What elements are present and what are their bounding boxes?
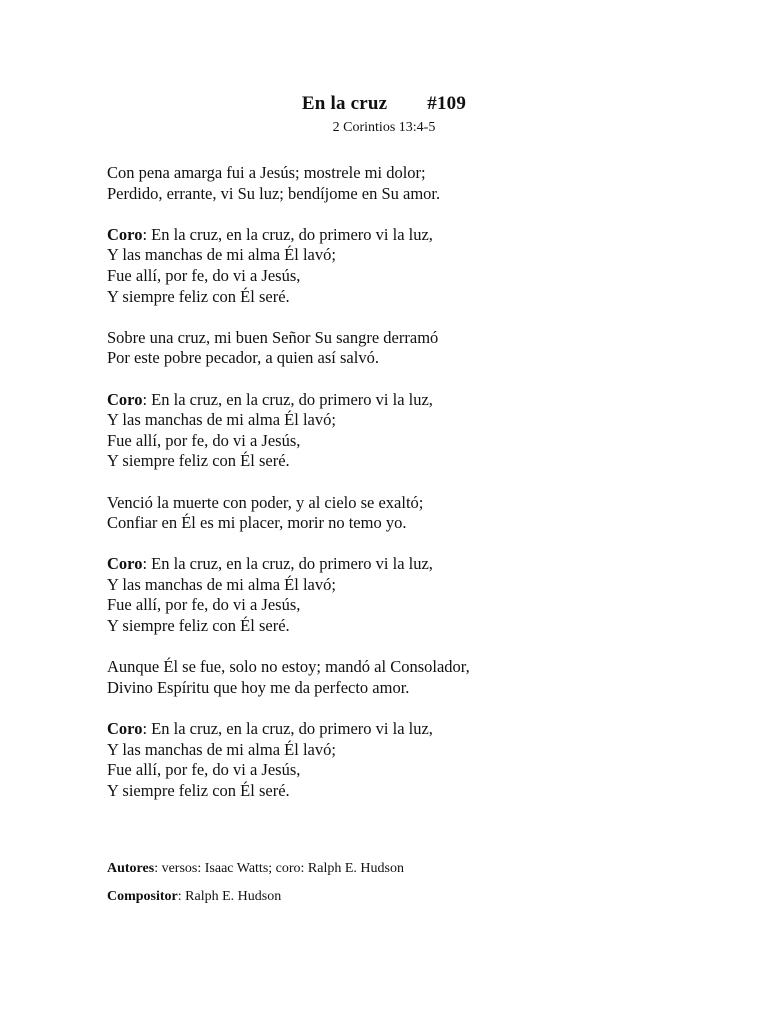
chorus-3 xyxy=(107,554,707,636)
chorus-label: Coro xyxy=(107,554,143,574)
verse-line: Por este pobre pecador, a quien así salvó. xyxy=(107,348,379,368)
composer-label: Compositor xyxy=(107,889,178,904)
scripture-reference: 2 Corintios 13:4-5 xyxy=(332,120,436,135)
verse-3 xyxy=(107,493,707,534)
chorus-line: Fue allí, por fe, do vi a Jesús, xyxy=(107,760,301,780)
authors-value: : versos: Isaac Watts; coro: Ralph E. Hudson xyxy=(154,861,404,876)
verse-line: Perdido, errante, vi Su luz; bendíjome en Su amor. xyxy=(107,183,441,203)
chorus-label: Coro xyxy=(107,224,143,244)
chorus-first-line: : En la cruz, en la cruz, do primero vi la luz, xyxy=(142,389,433,409)
chorus-first-line: : En la cruz, en la cruz, do primero vi la luz, xyxy=(142,719,433,739)
verse-line: Sobre una cruz, mi buen Señor Su sangre derramó xyxy=(107,327,439,347)
chorus-line: Y siempre feliz con Él seré. xyxy=(107,780,290,800)
verse-1 xyxy=(107,163,707,204)
chorus-first-line: : En la cruz, en la cruz, do primero vi la luz, xyxy=(142,224,433,244)
chorus-line xyxy=(107,554,707,575)
authors-credit xyxy=(107,859,404,878)
credits xyxy=(107,859,404,915)
verse-line: Con pena amarga fui a Jesús; mostrele mi dolor; xyxy=(107,163,426,182)
hymn-body xyxy=(107,163,707,822)
hymn-title-text: En la cruz xyxy=(301,93,388,114)
verse-line: Venció la muerte con poder, y al cielo se exaltó; xyxy=(107,492,424,512)
chorus-line: Fue allí, por fe, do vi a Jesús, xyxy=(107,595,301,615)
chorus-label: Coro xyxy=(107,719,143,739)
verse-2 xyxy=(107,328,707,369)
chorus-line xyxy=(107,225,707,246)
verse-line: Aunque Él se fue, solo no estoy; mandó al Consolador, xyxy=(107,657,470,677)
verse-line: Divino Espíritu que hoy me da perfecto amor. xyxy=(107,677,410,697)
chorus-line: Y siempre feliz con Él seré. xyxy=(107,451,290,471)
chorus-line: Y las manchas de mi alma Él lavó; xyxy=(107,245,336,265)
chorus-line xyxy=(107,390,707,411)
chorus-line: Y siempre feliz con Él seré. xyxy=(107,286,290,306)
hymn-title xyxy=(0,93,768,115)
chorus-4 xyxy=(107,719,707,801)
chorus-1 xyxy=(107,225,707,307)
verse-4 xyxy=(107,657,707,698)
composer-credit xyxy=(107,887,404,906)
chorus-label: Coro xyxy=(107,389,143,409)
chorus-line: Fue allí, por fe, do vi a Jesús, xyxy=(107,265,301,285)
chorus-line: Y siempre feliz con Él seré. xyxy=(107,616,290,636)
authors-label: Autores xyxy=(107,861,155,876)
hymn-number: #109 xyxy=(427,93,467,114)
chorus-line: Y las manchas de mi alma Él lavó; xyxy=(107,739,336,759)
chorus-line: Y las manchas de mi alma Él lavó; xyxy=(107,410,336,430)
composer-value: : Ralph E. Hudson xyxy=(177,889,282,904)
chorus-line: Fue allí, por fe, do vi a Jesús, xyxy=(107,430,301,450)
chorus-line: Y las manchas de mi alma Él lavó; xyxy=(107,574,336,594)
chorus-2 xyxy=(107,390,707,472)
chorus-first-line: : En la cruz, en la cruz, do primero vi la luz, xyxy=(142,554,433,574)
verse-line: Confiar en Él es mi placer, morir no temo yo. xyxy=(107,513,407,533)
chorus-line xyxy=(107,719,707,740)
